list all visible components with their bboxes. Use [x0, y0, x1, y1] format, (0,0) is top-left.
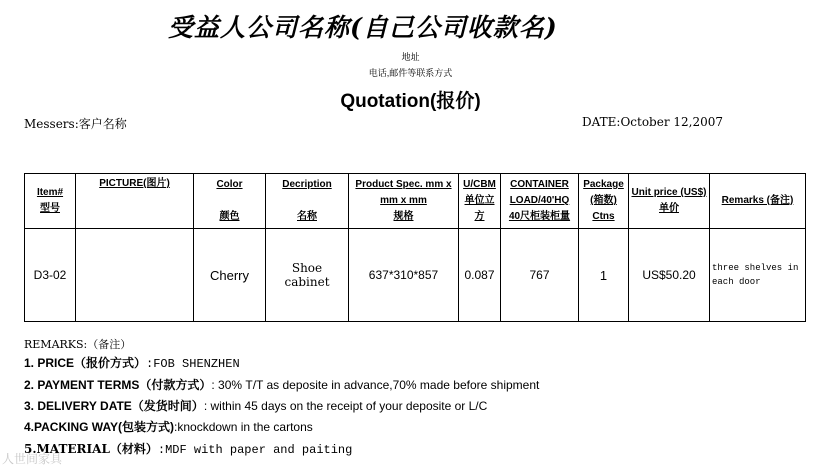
term-packing: [24, 418, 313, 435]
term-value: :FOB SHENZHEN: [146, 357, 240, 371]
term-value: :knockdown in the cartons: [174, 420, 313, 434]
header-description: Decription 名称: [266, 174, 349, 229]
header-remarks: Remarks (备注): [710, 174, 806, 229]
term-material: [24, 440, 352, 457]
term-label: 3. DELIVERY DATE（发货时间）: [24, 399, 204, 413]
company-address: 地址: [401, 52, 420, 62]
term-label: 2. PAYMENT TERMS（付款方式）: [24, 378, 212, 392]
cell-description: Shoe cabinet: [266, 229, 349, 322]
company-contact: 电话,邮件等联系方式: [368, 68, 453, 78]
term-delivery: [24, 397, 487, 414]
document-title: Quotation(报价): [340, 91, 481, 112]
cell-picture: [76, 229, 194, 322]
header-unit-price: Unit price (US$) 单价: [629, 174, 710, 229]
table-row: [25, 229, 806, 322]
term-label: 1. PRICE（报价方式）: [24, 356, 147, 370]
header-color: Color 颜色: [194, 174, 266, 229]
cell-container-load: 767: [501, 229, 579, 322]
header-spec: Product Spec. mm x mm x mm 规格: [349, 174, 459, 229]
header-cbm: U/CBM 单位立方: [459, 174, 501, 229]
term-payment: [24, 376, 539, 393]
quotation-table: [24, 173, 806, 322]
company-title: 受益人公司名称(自己公司收款名): [168, 13, 558, 42]
header-item: Item# 型号: [25, 174, 76, 229]
term-value: :MDF with paper and paiting: [157, 443, 353, 457]
header-package: Package (箱数) Ctns: [579, 174, 629, 229]
term-value: : within 45 days on the receipt of your deposite or L/C: [203, 399, 488, 413]
cell-remarks: three shelves in each door: [710, 229, 806, 322]
term-value: : 30% T/T as deposite in advance,70% made before shipment: [211, 378, 540, 392]
remarks-heading: REMARKS:（备注）: [24, 338, 132, 351]
term-label: 5.MATERIAL（材料）: [24, 442, 158, 456]
client-name: Messers:客户名称: [24, 117, 127, 131]
cell-item: D3-02: [25, 229, 76, 322]
header-picture: PICTURE(图片): [76, 174, 194, 229]
cell-color: Cherry: [194, 229, 266, 322]
cell-package: 1: [579, 229, 629, 322]
term-price: [24, 354, 240, 371]
watermark: 人世间家具: [2, 452, 63, 466]
header-container-load: CONTAINER LOAD/40'HQ 40尺柜装柜量: [501, 174, 579, 229]
table-header-row: [25, 174, 806, 229]
quote-date: DATE:October 12,2007: [582, 115, 723, 129]
term-label: 4.PACKING WAY(包装方式): [24, 420, 175, 434]
cell-spec: 637*310*857: [349, 229, 459, 322]
cell-unit-price: US$50.20: [629, 229, 710, 322]
cell-cbm: 0.087: [459, 229, 501, 322]
